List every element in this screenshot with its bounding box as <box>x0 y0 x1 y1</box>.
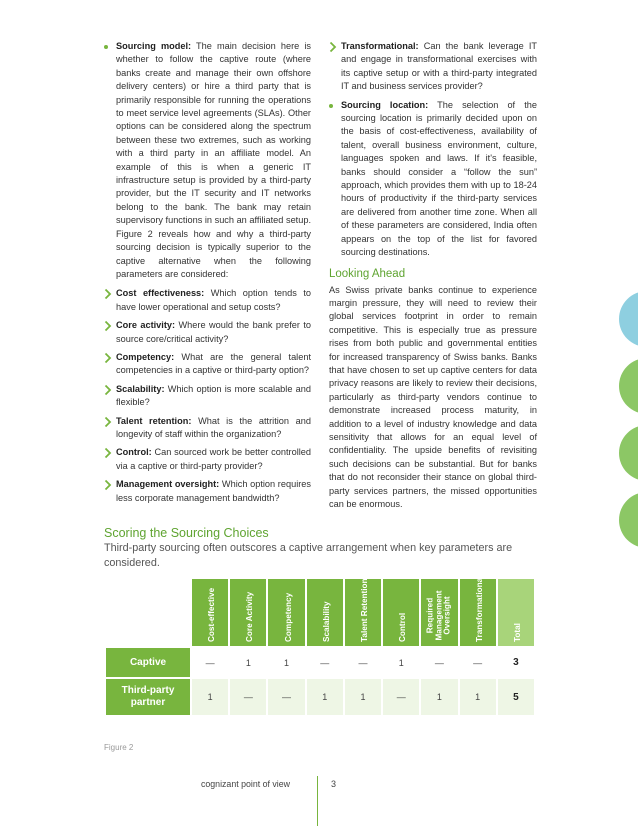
decorative-circle-green <box>619 358 638 414</box>
scoring-table <box>104 577 536 717</box>
item-text: Where would the bank prefer to source core/critical activity? <box>116 320 311 344</box>
column-header-label: Control <box>398 612 408 642</box>
column-header-total <box>498 579 534 646</box>
item-label: Management oversight: <box>116 479 220 490</box>
table-header-row <box>106 579 534 646</box>
item-text: Which option is more scalable and flexible? <box>116 383 311 408</box>
bullet-label: Sourcing location: <box>341 99 429 110</box>
table-cell-total: 5 <box>498 679 534 715</box>
bullet-dot-icon <box>329 104 333 108</box>
item-text: What is the attrition and longevity of staff within the organization? <box>116 415 311 439</box>
chevron-right-icon <box>104 352 112 364</box>
column-header <box>421 579 457 646</box>
table-cell: — <box>307 648 343 677</box>
bullet-text: The main decision here is whether to follow the captive route (where banks create and manage their own offshore delivery centers) or hire a third party that is primarily responsible for running the operations to meet service level agreements (SLAs). Other options can be considered along the spectrum between these two extremes, such as working with a third party in an affiliate model. An example of this is when a generic IT infrastructure setup is provided by a third-party provider, but the IT security and IT networks belong to the bank. The bank may retain supervisory functions in such an affiliated setup. Figure 2 reveals how and why a third-party sourcing decision is typically superior to the captive alternative when the following parameters are considered: <box>116 41 312 279</box>
column-header-label: Required Management Oversight <box>425 589 452 641</box>
parameter-list <box>104 287 311 505</box>
decorative-circle-blue <box>619 291 638 347</box>
footer-text: cognizant point of view <box>201 779 290 789</box>
item-text: Can sourced work be better controlled via a captive or third-party provider? <box>116 447 311 471</box>
table-cell: — <box>421 648 457 677</box>
column-header-label: Core Activity <box>245 591 255 642</box>
footer-divider <box>317 776 318 826</box>
list-item <box>104 351 311 378</box>
chevron-right-icon <box>104 320 112 332</box>
item-text: Which option tends to have lower operational and setup costs? <box>116 288 311 312</box>
table-cell: — <box>345 648 381 677</box>
item-text: Which option requires less corporate management bandwidth? <box>116 479 311 503</box>
table-cell: 1 <box>345 679 381 715</box>
table-cell: 1 <box>268 648 304 677</box>
chevron-right-icon <box>104 416 112 428</box>
row-header <box>106 679 190 715</box>
table-cell: 1 <box>192 679 228 715</box>
item-label: Talent retention: <box>116 415 192 426</box>
list-item <box>104 478 311 505</box>
table-cell: 1 <box>307 679 343 715</box>
column-header <box>230 579 266 646</box>
decorative-circle-green <box>619 425 638 481</box>
item-text: Can the bank leverage IT and engage in transformational exercises with its captive setup or with a third-party integrated IT and business services provider? <box>341 41 537 92</box>
column-header <box>460 575 496 646</box>
column-header <box>192 579 228 646</box>
chevron-right-icon <box>104 447 112 459</box>
table-cell: — <box>383 679 419 715</box>
list-item <box>104 287 311 314</box>
chevron-right-icon <box>104 384 112 396</box>
item-label: Core activity: <box>116 320 176 331</box>
chevron-right-icon <box>104 288 112 300</box>
column-header-label: Competency <box>283 592 293 642</box>
bullet-sourcing-model <box>104 40 311 281</box>
list-item <box>104 319 311 346</box>
item-label: Competency: <box>116 351 175 362</box>
item-label: Scalability: <box>116 383 165 394</box>
bullet-dot-icon <box>104 45 108 49</box>
right-column <box>329 40 537 511</box>
table-cell: — <box>192 648 228 677</box>
list-item <box>104 383 311 410</box>
table-cell: — <box>460 648 496 677</box>
item-text: What are the general talent competencies in a captive or third-party option? <box>116 351 311 376</box>
table-cell: 1 <box>383 648 419 677</box>
item-label: Control: <box>116 447 152 458</box>
table-row <box>106 648 534 677</box>
list-item <box>104 446 311 473</box>
table-cell: 1 <box>230 648 266 677</box>
bullet-label: Sourcing model: <box>116 41 192 51</box>
looking-ahead-paragraph: As Swiss private banks continue to experience margin pressure, they will need to review their global services footprint in order to remain competitive. This is especially true as pressure rises from both public and governmental entities for increased transparency of Swiss banks. Banks that have chosen to set up captive centers for data privacy reasons are likely to review their decisions, particularly as third-party vendors continue to demonstrate increased process maturity, in addition to a level of industry knowledge and data sensitivity that allows for an equal level of confidentiality. The upside benefits of revisiting such decisions can be substantial. But for banks that do not reconsider their stance on global third-party services partners, the missed opportunities can be enormous. <box>329 284 537 509</box>
column-header-label: Talent Retention <box>359 578 369 642</box>
list-item-transformational <box>329 40 537 94</box>
figure-subtitle: Third-party sourcing often outscores a captive arrangement when key parameters are considered. <box>104 542 513 569</box>
chevron-right-icon <box>104 479 112 491</box>
column-header <box>268 579 304 646</box>
item-label: Transformational: <box>341 41 419 51</box>
table-cell: — <box>268 679 304 715</box>
figure-label: Figure 2 <box>104 743 134 752</box>
table-cell-total: 3 <box>498 648 534 677</box>
decorative-circle-green <box>619 492 638 548</box>
table-cell: — <box>230 679 266 715</box>
bullet-sourcing-location <box>329 99 537 260</box>
figure-title: Scoring the Sourcing Choices <box>104 526 269 540</box>
chevron-right-icon <box>329 41 337 53</box>
column-header <box>383 579 419 646</box>
bullet-text: The selection of the sourcing location is primarily decided upon on the basis of cost-effectiveness, availability of talent, overall business environment, culture, languages spoken and laws. If it's feasible, banks should consider a “follow the sun” approach, which provides them with up to 18-24 hours of productivity if the third-party services are delivered from another time zone. When all of these parameters are considered, India often appears on the top of the list for favored sourcing destinations. <box>341 99 537 258</box>
column-header-label: Scalability <box>321 601 331 642</box>
left-column <box>104 40 311 510</box>
page-number: 3 <box>331 779 337 789</box>
column-header-label: Cost-effective <box>207 587 217 642</box>
column-header-label: Transformational <box>474 575 484 642</box>
column-header <box>307 579 343 646</box>
list-item <box>104 415 311 442</box>
row-header-label: Third-party partner <box>121 685 175 708</box>
table-cell: 1 <box>421 679 457 715</box>
table-cell: 1 <box>460 679 496 715</box>
item-label: Cost effectiveness: <box>116 288 205 299</box>
table-corner <box>106 579 190 646</box>
table-row <box>106 679 534 715</box>
column-header <box>345 579 381 646</box>
row-header: Captive <box>106 648 190 677</box>
column-header-label: Total <box>512 623 522 642</box>
section-heading-looking-ahead: Looking Ahead <box>329 267 406 280</box>
